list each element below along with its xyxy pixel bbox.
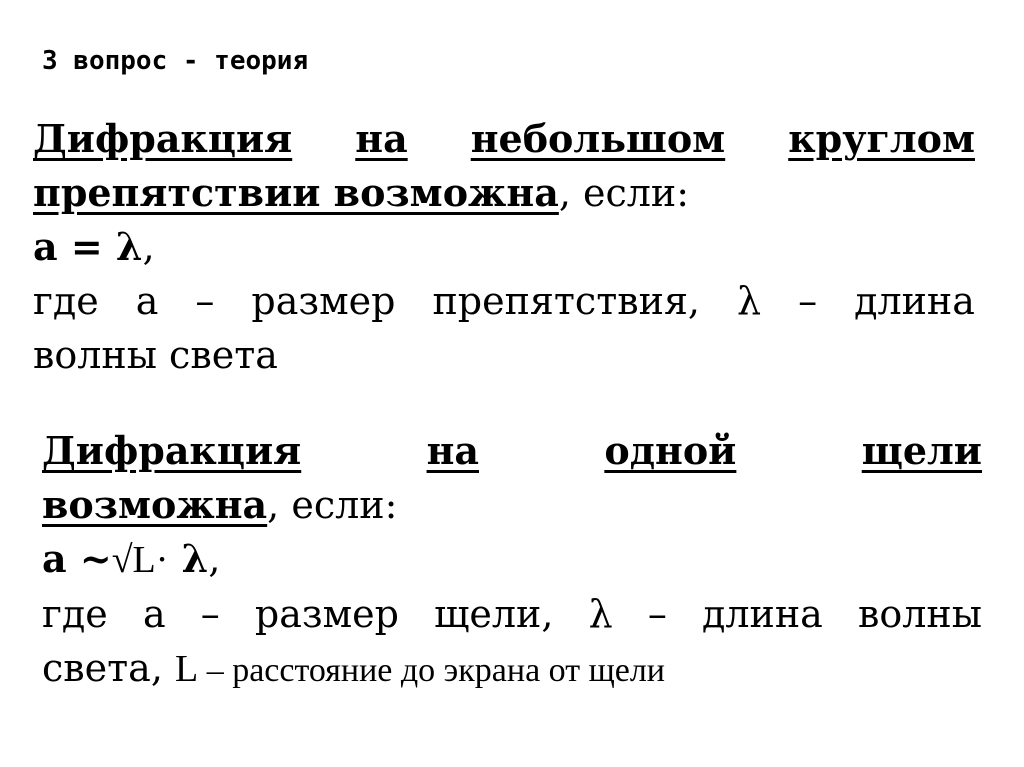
desc-word: размер [254,592,399,636]
formula-a-equals-lambda: a = λ [33,224,143,269]
slit-title-line-2 [42,478,982,532]
obstacle-formula [33,220,975,274]
formula-sqrt-L: √L· [111,539,169,581]
desc-word: – [647,592,667,636]
desc-word: размер [251,279,396,323]
desc-word: где [42,592,108,636]
obstacle-title-line-2 [33,166,975,220]
slit-title-line-1 [42,424,982,478]
slit-title-condition: , если: [267,483,398,527]
desc-word: – [200,592,220,636]
diffraction-slit-block [42,424,982,698]
title-word: круглом [788,116,975,161]
desc-L: L [175,648,199,690]
title-word: небольшом [470,116,726,161]
title-word: щели [861,428,982,473]
desc-word: длина [854,279,975,323]
title-word: Дифракция [33,116,293,161]
desc-word: λ [737,279,762,323]
formula-lambda: λ [168,536,209,581]
desc-word: – [195,279,215,323]
obstacle-title-condition: , если: [558,171,690,215]
title-word: одной [604,428,737,473]
slit-formula [42,532,982,587]
desc-distance: – расстояние до экрана от щели [198,652,666,689]
desc-word: а [135,279,159,323]
desc-word: – [798,279,818,323]
obstacle-title-line-1 [33,112,975,166]
title-word: на [355,116,408,161]
formula-comma: , [208,537,221,581]
desc-word: длина [701,592,823,636]
desc-word: препятствия, [432,279,701,323]
slit-description-line-2 [42,641,982,698]
obstacle-description-line-1 [33,274,975,328]
formula-a-approx: a ~ [42,536,112,581]
desc-word: волны [857,592,982,636]
desc-light: света, [42,646,175,690]
desc-word: а [142,592,166,636]
desc-word: λ [588,592,613,636]
desc-word: где [33,279,99,323]
obstacle-title-emphasis: препятствии возможна [33,170,559,215]
title-word: Дифракция [42,428,302,473]
obstacle-description-line-2: волны света [33,333,278,377]
slit-title-emphasis: возможна [42,482,268,527]
slit-description-line-1 [42,587,982,641]
diffraction-obstacle-block [33,112,975,382]
slide-heading: 3 вопрос - теория [42,46,309,76]
desc-word: щели, [434,592,554,636]
formula-comma: , [142,225,155,269]
title-word: на [426,428,479,473]
